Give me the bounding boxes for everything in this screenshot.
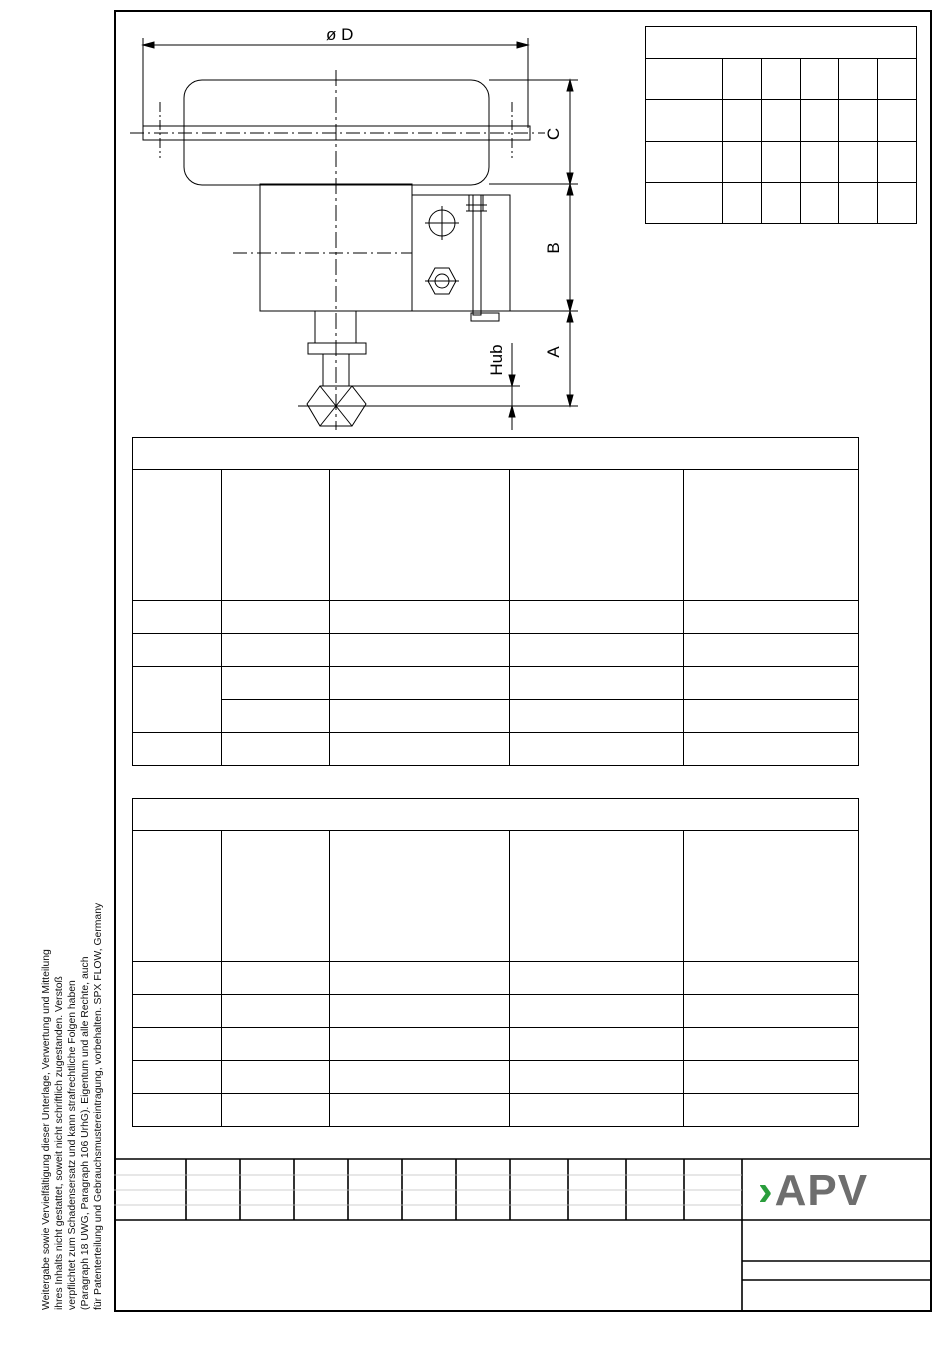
apv-chevron-icon: › bbox=[758, 1166, 773, 1215]
apv-wordmark: APV bbox=[774, 1166, 869, 1215]
dim-a-label: A bbox=[544, 346, 563, 358]
dim-b-label: B bbox=[544, 242, 563, 254]
dim-stroke-label: Hub bbox=[487, 344, 506, 376]
dim-c-label: C bbox=[544, 127, 563, 141]
legal-line: verpflichtet zum Schadensersatz und kann strafrechtliche Folgen haben bbox=[67, 980, 78, 1310]
legal-line: (Paragraph 18 UWG, Paragraph 106 UrhG). Eigentum und alle Rechte, auch bbox=[80, 956, 91, 1310]
dim-diameter-label: ø D bbox=[326, 25, 354, 44]
apv-logo bbox=[758, 1168, 908, 1214]
legal-line: Weitergabe sowie Vervielfältigung dieser Unterlage, Verwertung und Mitteilung bbox=[41, 949, 52, 1310]
legal-notice bbox=[40, 850, 105, 1310]
legal-line: ihres Inhalts nicht gestattet, soweit nicht schriftlich zugestanden. Verstoß bbox=[54, 976, 65, 1310]
legal-line: für Patenterteilung und Gebrauchsmustereintragung, vorbehalten. SPX FLOW, Germany bbox=[93, 902, 104, 1310]
